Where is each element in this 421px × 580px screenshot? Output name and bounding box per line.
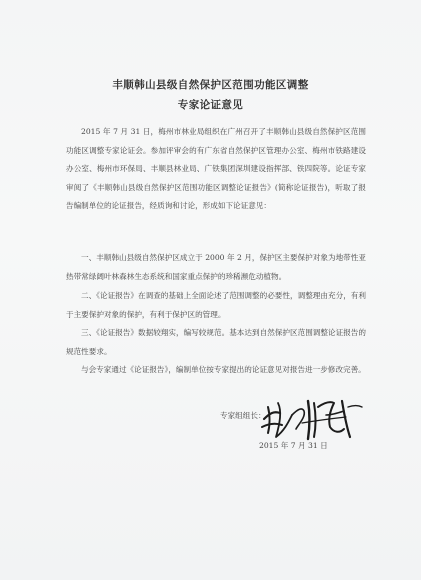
- document-title: 丰顺韩山县级自然保护区范围功能区调整: [112, 79, 309, 91]
- signature-date: 2015 年 7 月 31 日: [259, 441, 328, 450]
- document-subtitle: 专家论证意见: [177, 99, 244, 111]
- paragraph-conclusion: 与会专家通过《论证报告》，编制单位按专家提出的论证意见对报告进一步修改完善。: [81, 365, 366, 374]
- signature-label: 专家组组长：: [220, 411, 266, 420]
- handwritten-signature: [258, 393, 368, 445]
- paragraph-opinion-1: 一、丰顺韩山县级自然保护区成立于 2000 年 2 月，保护区主要保护对象为地带性亚热带常绿阔叶林森林生态系统和国家重点保护的珍稀濒危动植物。: [66, 253, 366, 281]
- paragraph-opinion-2: 二、《论证报告》在调查的基础上全面论述了范围调整的必要性，调整理由充分，有利于主要保护对象的保护，有利于保护区的管理。: [66, 291, 366, 319]
- paragraph-intro: 2015 年 7 月 31 日，梅州市林业局组织在广州召开了丰顺韩山县级自然保护区范围功能区调整专家论证会。参加评审会的有广东省自然保护区管理办公室、梅州市铁路建设办公室、梅州市环保局、丰顺县林业局、广铁集团深圳建设指挥部、铁四院等。论证专家审阅了《丰顺韩山县级自然保护区范围功能区调整论证报告》(简称论证报告)，听取了报告编制单位的论证报告，经质询和讨论，形成如下论证意见：: [66, 127, 366, 210]
- paragraph-opinion-3: 三、《论证报告》数据较翔实，编写较规范。基本达到自然保护区范围调整论证报告的规范性要求。: [66, 328, 366, 356]
